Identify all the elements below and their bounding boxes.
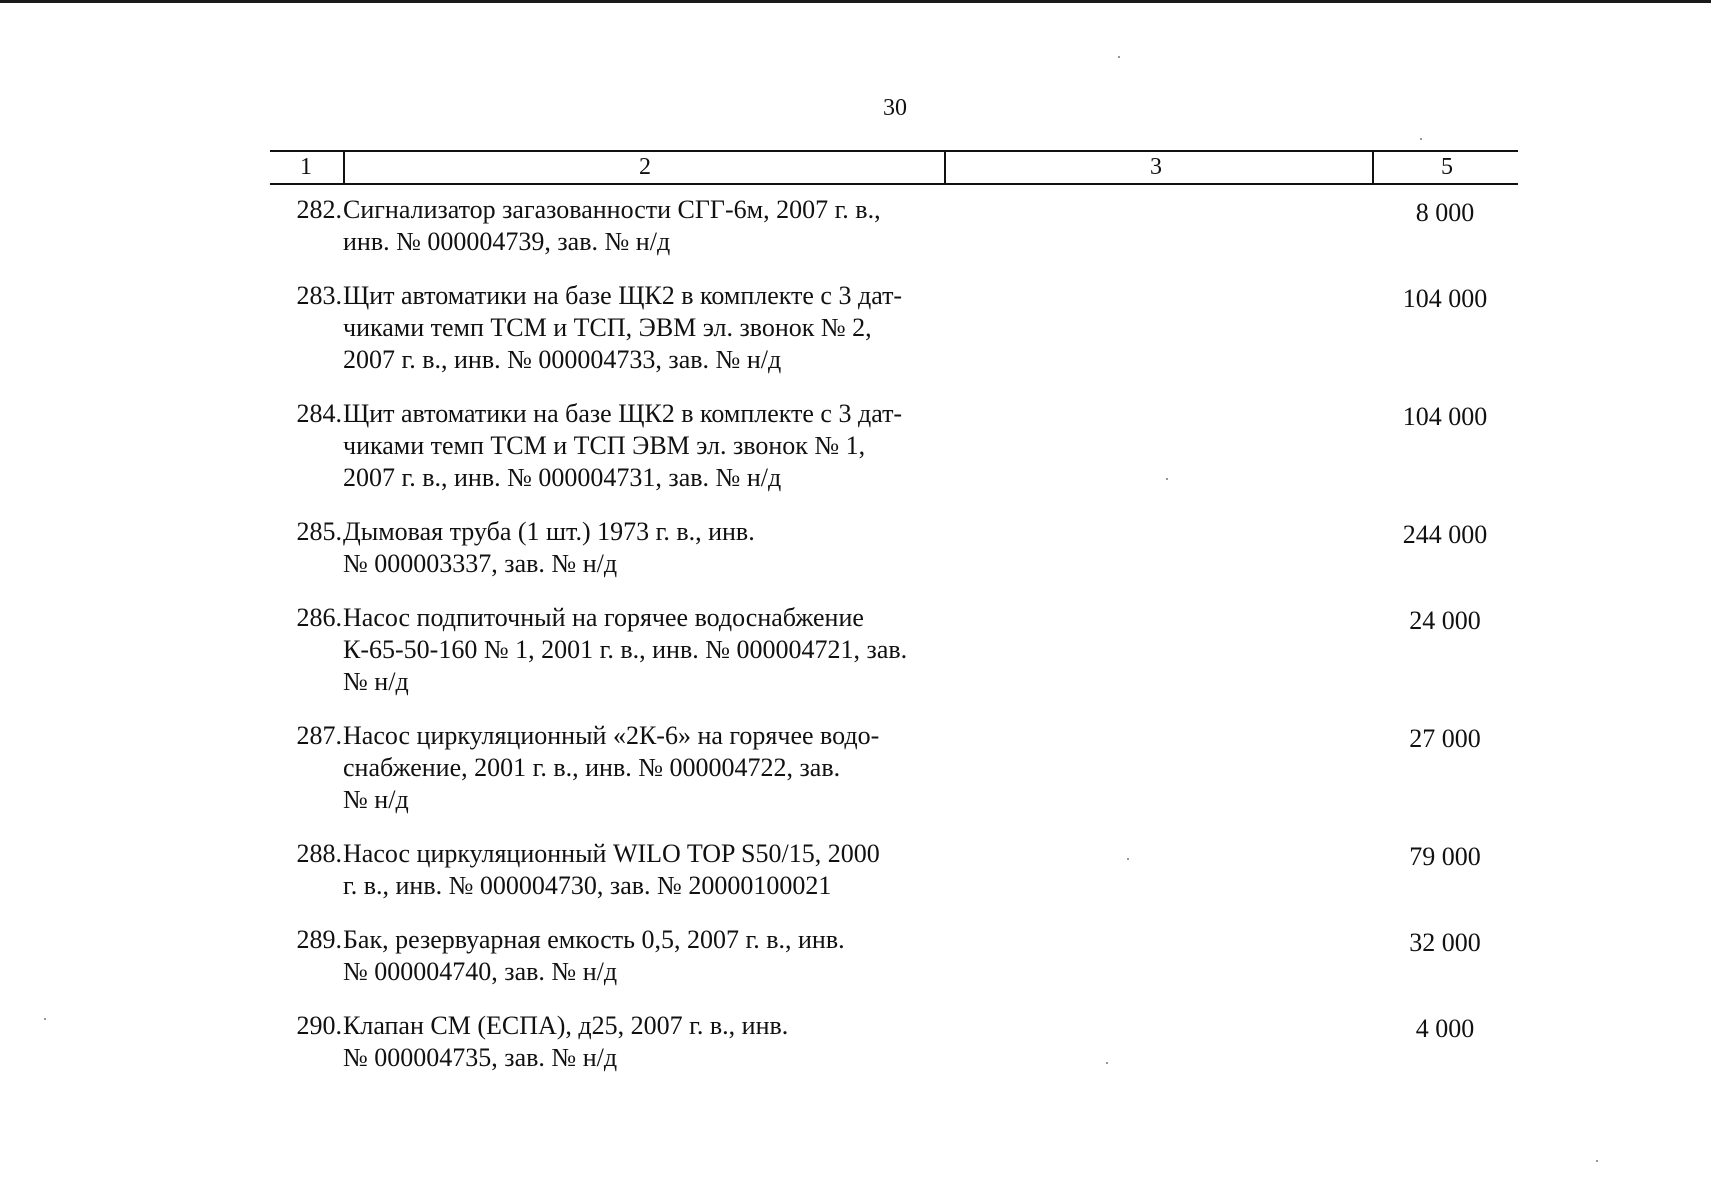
row-description-line: Насос подпиточный на горячее водоснабжение (343, 603, 864, 632)
row-description-line: № 000003337, зав. № н/д (343, 549, 618, 578)
row-number: 286. (296, 603, 342, 632)
scan-top-edge (0, 0, 1711, 3)
row-description-line: Дымовая труба (1 шт.) 1973 г. в., инв. (343, 517, 755, 546)
inventory-table-body (270, 194, 1518, 1096)
row-number: 289. (296, 925, 342, 954)
row-description-line: чиками темп ТСМ и ТСП ЭВМ эл. звонок № 1, (343, 431, 866, 460)
row-number: 290. (296, 1011, 342, 1040)
column-header-1: 1 (300, 154, 312, 180)
row-description (343, 280, 945, 376)
row-number: 285. (296, 517, 342, 546)
row-price: 104 000 (1402, 402, 1488, 431)
row-description (343, 1010, 945, 1074)
scan-speck (1118, 56, 1120, 58)
row-description-line: чиками темп ТСМ и ТСП, ЭВМ эл. звонок № 2, (343, 313, 872, 342)
row-price: 27 000 (1409, 724, 1481, 753)
row-number: 288. (296, 839, 342, 868)
row-description-line: Бак, резервуарная емкость 0,5, 2007 г. в., инв. (343, 925, 845, 954)
table-row (270, 516, 1518, 580)
table-row (270, 924, 1518, 988)
row-description-line: Насос циркуляционный WILO TOP S50/15, 2000 (343, 839, 880, 868)
row-description-line: Клапан СМ (ЕСПА), д25, 2007 г. в., инв. (343, 1011, 789, 1040)
row-description (343, 924, 945, 988)
row-description (343, 194, 945, 258)
row-description-line: снабжение, 2001 г. в., инв. № 000004722, зав. (343, 753, 841, 782)
row-description (343, 602, 945, 698)
row-description (343, 398, 945, 494)
table-column-header (270, 150, 1518, 185)
scan-speck (1166, 478, 1168, 480)
row-description-line: 2007 г. в., инв. № 000004733, зав. № н/д (343, 345, 782, 374)
row-description-line: № н/д (343, 667, 409, 696)
row-price: 244 000 (1402, 520, 1488, 549)
row-price: 79 000 (1409, 842, 1481, 871)
row-number: 282. (296, 195, 342, 224)
row-price: 24 000 (1409, 606, 1481, 635)
table-row (270, 398, 1518, 494)
row-description-line: инв. № 000004739, зав. № н/д (343, 227, 671, 256)
scan-speck (44, 1018, 46, 1020)
scan-speck (1127, 858, 1129, 860)
scan-speck (1596, 1160, 1598, 1162)
row-price: 4 000 (1415, 1014, 1475, 1043)
scan-speck (1420, 138, 1422, 140)
row-number: 283. (296, 281, 342, 310)
row-description-line: 2007 г. в., инв. № 000004731, зав. № н/д (343, 463, 782, 492)
column-header-2: 2 (343, 152, 945, 183)
row-description-line: К-65-50-160 № 1, 2001 г. в., инв. № 000004721, зав. (343, 635, 908, 664)
table-row (270, 720, 1518, 816)
row-number: 287. (296, 721, 342, 750)
column-header-3: 3 (944, 152, 1366, 183)
row-description-line: г. в., инв. № 000004730, зав. № 20000100021 (343, 871, 832, 900)
scan-speck (1106, 1062, 1108, 1064)
row-description-line: Насос циркуляционный «2К-6» на горячее водо- (343, 721, 880, 750)
column-header-5: 5 (1372, 152, 1520, 183)
row-number: 284. (296, 399, 342, 428)
table-row (270, 1010, 1518, 1074)
row-description-line: № 000004735, зав. № н/д (343, 1043, 618, 1072)
table-row (270, 838, 1518, 902)
row-price: 32 000 (1409, 928, 1481, 957)
page-number: 30 (883, 95, 907, 121)
table-row (270, 280, 1518, 376)
table-row (270, 194, 1518, 258)
row-description-line: Щит автоматики на базе ЩК2 в комплекте с 3 дат- (343, 399, 903, 428)
row-description-line: Сигнализатор загазованности СГГ-6м, 2007 г. в., (343, 195, 881, 224)
row-description-line: № 000004740, зав. № н/д (343, 957, 618, 986)
row-price: 8 000 (1415, 198, 1475, 227)
row-description-line: № н/д (343, 785, 409, 814)
row-price: 104 000 (1402, 284, 1488, 313)
row-description-line: Щит автоматики на базе ЩК2 в комплекте с 3 дат- (343, 281, 903, 310)
row-description (343, 720, 945, 816)
row-description (343, 516, 945, 580)
row-description (343, 838, 945, 902)
table-row (270, 602, 1518, 698)
